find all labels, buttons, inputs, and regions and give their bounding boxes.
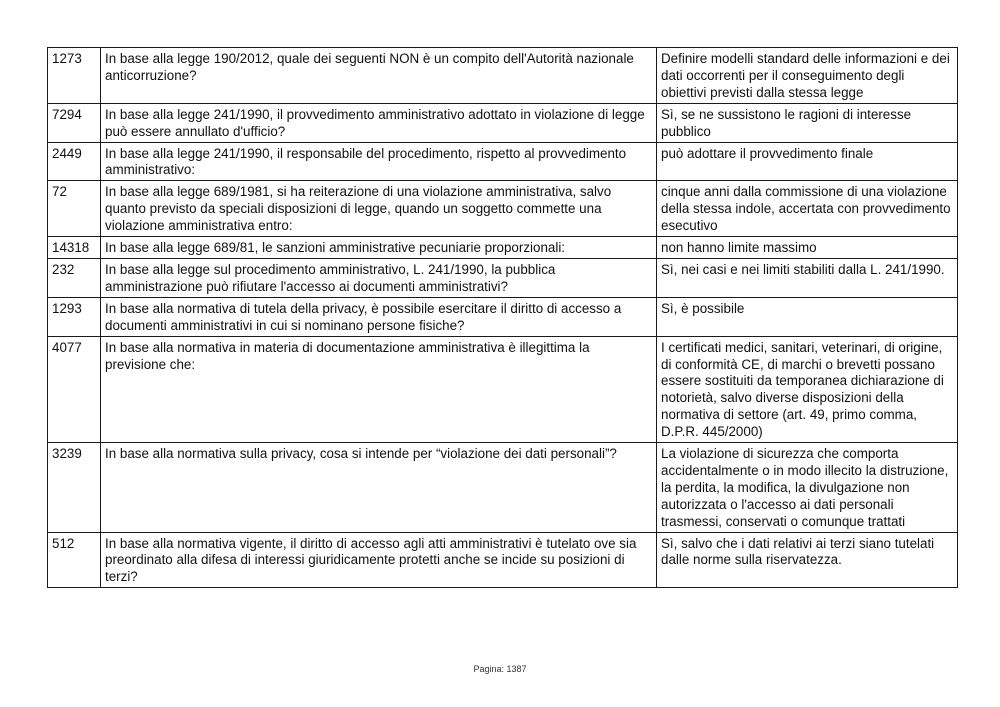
table-row xyxy=(48,48,958,104)
question-id: 1293 xyxy=(48,297,101,336)
question-id: 232 xyxy=(48,258,101,297)
table-row xyxy=(48,336,958,442)
answer-text: Sì, è possibile xyxy=(657,297,958,336)
question-id: 14318 xyxy=(48,237,101,259)
question-text: In base alla normativa sulla privacy, cosa si intende per “violazione dei dati personali”? xyxy=(101,443,657,533)
answer-text: non hanno limite massimo xyxy=(657,237,958,259)
question-id: 2449 xyxy=(48,142,101,181)
table-row xyxy=(48,443,958,533)
question-text: In base alla normativa di tutela della privacy, è possibile esercitare il diritto di accesso a documenti amministrativi in cui si nominano persone fisiche? xyxy=(101,297,657,336)
answer-text: Definire modelli standard delle informazioni e dei dati occorrenti per il conseguimento degli obiettivi previsti dalla stessa legge xyxy=(657,48,958,104)
question-text: In base alla normativa vigente, il diritto di accesso agli atti amministrativi è tutelato ove sia preordinato alla difesa di interessi giuridicamente protetti anche se incide su posizioni di terzi? xyxy=(101,532,657,588)
question-id: 1273 xyxy=(48,48,101,104)
question-id: 4077 xyxy=(48,336,101,442)
question-text: In base alla legge 689/81, le sanzioni amministrative pecuniarie proporzionali: xyxy=(101,237,657,259)
answer-text: Sì, nei casi e nei limiti stabiliti dalla L. 241/1990. xyxy=(657,258,958,297)
table-row xyxy=(48,237,958,259)
table-row xyxy=(48,181,958,237)
answer-text: I certificati medici, sanitari, veterinari, di origine, di conformità CE, di marchi o brevetti possano essere sostituiti da temporanea dichiarazione di notorietà, salvo diverse disposizioni della normativa di settore (art. 49, primo comma, D.P.R. 445/2000) xyxy=(657,336,958,442)
quiz-table-body xyxy=(48,48,958,588)
table-row xyxy=(48,297,958,336)
question-id: 3239 xyxy=(48,443,101,533)
answer-text: cinque anni dalla commissione di una violazione della stessa indole, accertata con provvedimento esecutivo xyxy=(657,181,958,237)
answer-text: può adottare il provvedimento finale xyxy=(657,142,958,181)
table-row xyxy=(48,142,958,181)
question-text: In base alla legge 241/1990, il provvedimento amministrativo adottato in violazione di legge può essere annullato d'ufficio? xyxy=(101,103,657,142)
table-row xyxy=(48,258,958,297)
question-text: In base alla legge 689/1981, si ha reiterazione di una violazione amministrativa, salvo quanto previsto da speciali disposizioni di legge, quando un soggetto commette una violazione amministrativa entro: xyxy=(101,181,657,237)
question-id: 7294 xyxy=(48,103,101,142)
question-text: In base alla legge sul procedimento amministrativo, L. 241/1990, la pubblica amministrazione può rifiutare l'accesso ai documenti amministrativi? xyxy=(101,258,657,297)
question-text: In base alla legge 241/1990, il responsabile del procedimento, rispetto al provvedimento amministrativo: xyxy=(101,142,657,181)
answer-text: La violazione di sicurezza che comporta accidentalmente o in modo illecito la distruzione, la perdita, la modifica, la divulgazione non autorizzata o l'accesso ai dati personali trasmessi, conservati o comunque trattati xyxy=(657,443,958,533)
page-number: Pagina: 1387 xyxy=(473,664,527,674)
question-id: 512 xyxy=(48,532,101,588)
table-row xyxy=(48,103,958,142)
answer-text: Sì, salvo che i dati relativi ai terzi siano tutelati dalle norme sulla riservatezza. xyxy=(657,532,958,588)
answer-text: Sì, se ne sussistono le ragioni di interesse pubblico xyxy=(657,103,958,142)
table-row xyxy=(48,532,958,588)
question-text: In base alla legge 190/2012, quale dei seguenti NON è un compito dell'Autorità nazionale anticorruzione? xyxy=(101,48,657,104)
question-text: In base alla normativa in materia di documentazione amministrativa è illegittima la previsione che: xyxy=(101,336,657,442)
question-id: 72 xyxy=(48,181,101,237)
quiz-table xyxy=(47,47,958,588)
